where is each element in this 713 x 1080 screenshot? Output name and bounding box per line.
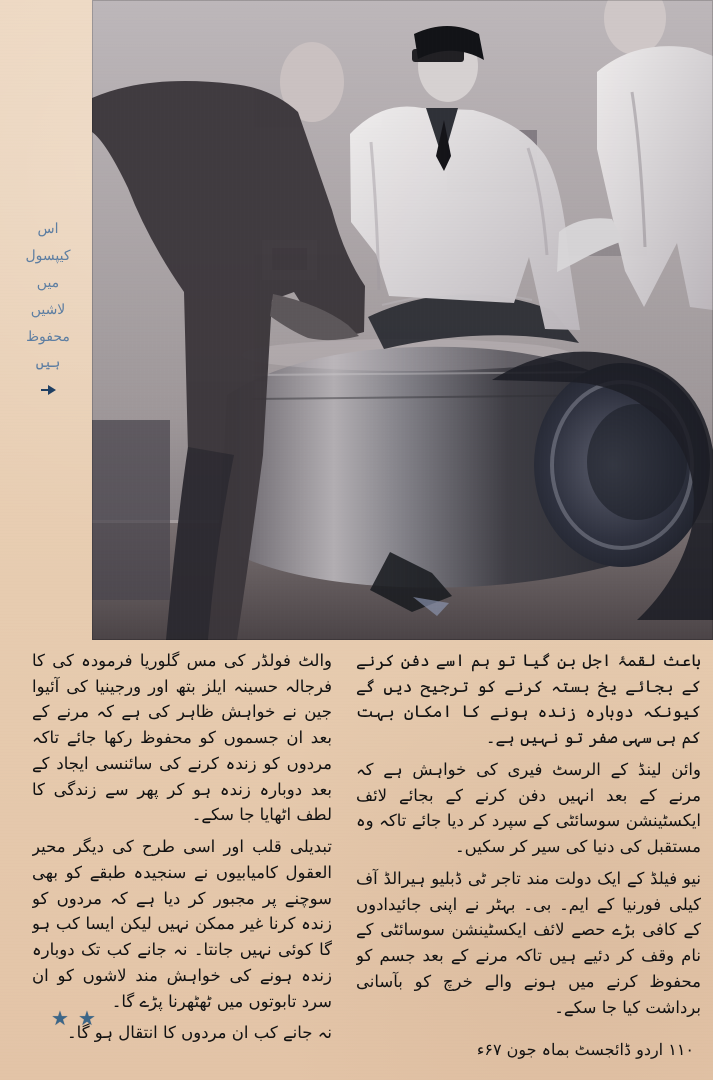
- caption-line-1: اس: [37, 221, 59, 237]
- caption-line-2: کیپسول: [25, 247, 71, 264]
- caption-line-3: میں: [36, 274, 60, 291]
- article-paragraph: تبدیلی قلب اور اسی طرح کی دیگر محیر العقول کامیابیوں نے سنجیدہ طبقے کو بھی سوچنے پر مجبور کر دیا ہے کہ مردوں کو زندہ کرنا غیر ممکن نہیں لیکن ایسا کب ہو گا کوئی نہیں جانتا۔ نہ جانے کب تک دوبارہ زندہ ہونے کی خواہش مند لاشوں کو ان سرد تابوتوں میں ٹھٹھرنا پڑے گا۔: [32, 837, 332, 1011]
- capsule-photo: [92, 0, 713, 640]
- decorative-stars: [51, 1008, 96, 1028]
- caption-line-4: لاشیں: [30, 301, 66, 318]
- article-paragraph: والٹ فولڈر کی مس گلوریا فرمودہ کی کا فرجالہ حسینہ ایلز بتھ اور ورجینیا کی آئیوا جین نے خواہش ظاہر کی ہے کہ مرنے کے بعد ان جسموں کو محفوظ رکھا جائے تاکہ مردوں کو زندہ کرنے کی سائنسی ایجاد کے بعد دوبارہ زندہ ہو کر پھر سے زندگی کا لطف اٹھایا جا سکے۔: [32, 651, 332, 825]
- article-column-right: [356, 648, 701, 1042]
- article-column-left: [32, 648, 332, 1042]
- caption-line-6: ہیں: [35, 355, 61, 372]
- article-paragraph: نہ جانے کب ان مردوں کا انتقال ہو گا۔: [67, 1023, 332, 1042]
- arrow-icon: [39, 381, 57, 399]
- page-footer: ۱۱۰ اردو ڈائجسٹ بماہ جون ۶۷ء: [476, 1040, 694, 1059]
- caption-line-5: محفوظ: [26, 328, 70, 345]
- star-icon: ★: [51, 1006, 69, 1030]
- capsule-photo-illustration: [92, 0, 713, 640]
- photo-caption: [12, 220, 84, 410]
- article-paragraph: نیو فیلڈ کے ایک دولت مند تاجر ٹی ڈبلیو ہیرالڈ آف کیلی فورنیا کے ایم۔ بی۔ بہٹر نے اپنی جائیدادوں کے کافی بڑے حصے لائف ایکسٹینشن سوسائٹی کے نام وقف کر دئیے ہیں تاکہ مرنے کے بعد جسم کو محفوظ کرنے میں ہونے والے خرچ کو بآسانی برداشت کیا جا سکے۔: [356, 868, 701, 1017]
- article-paragraph: وائن لینڈ کے الرسٹ فیری کی خواہش ہے کہ مرنے کے بعد انہیں دفن کرنے کے بجائے لائف ایکسٹینشن سوسائٹی کے سپرد کر دیا جائے تاکہ وہ مستقبل کی دنیا کی سیر کر سکیں۔: [356, 759, 701, 857]
- star-icon: ★: [77, 1006, 96, 1030]
- article-paragraph: باعث لقمۂ اجل بن گیا تو ہم اسے دفن کرنے کے بجائے یخ بستہ کرنے کو ترجیح دیں گے کیونکہ دوبارہ زندہ ہونے کا امکان بہت کم ہی سہی صفر تو نہیں ہے۔: [356, 651, 701, 748]
